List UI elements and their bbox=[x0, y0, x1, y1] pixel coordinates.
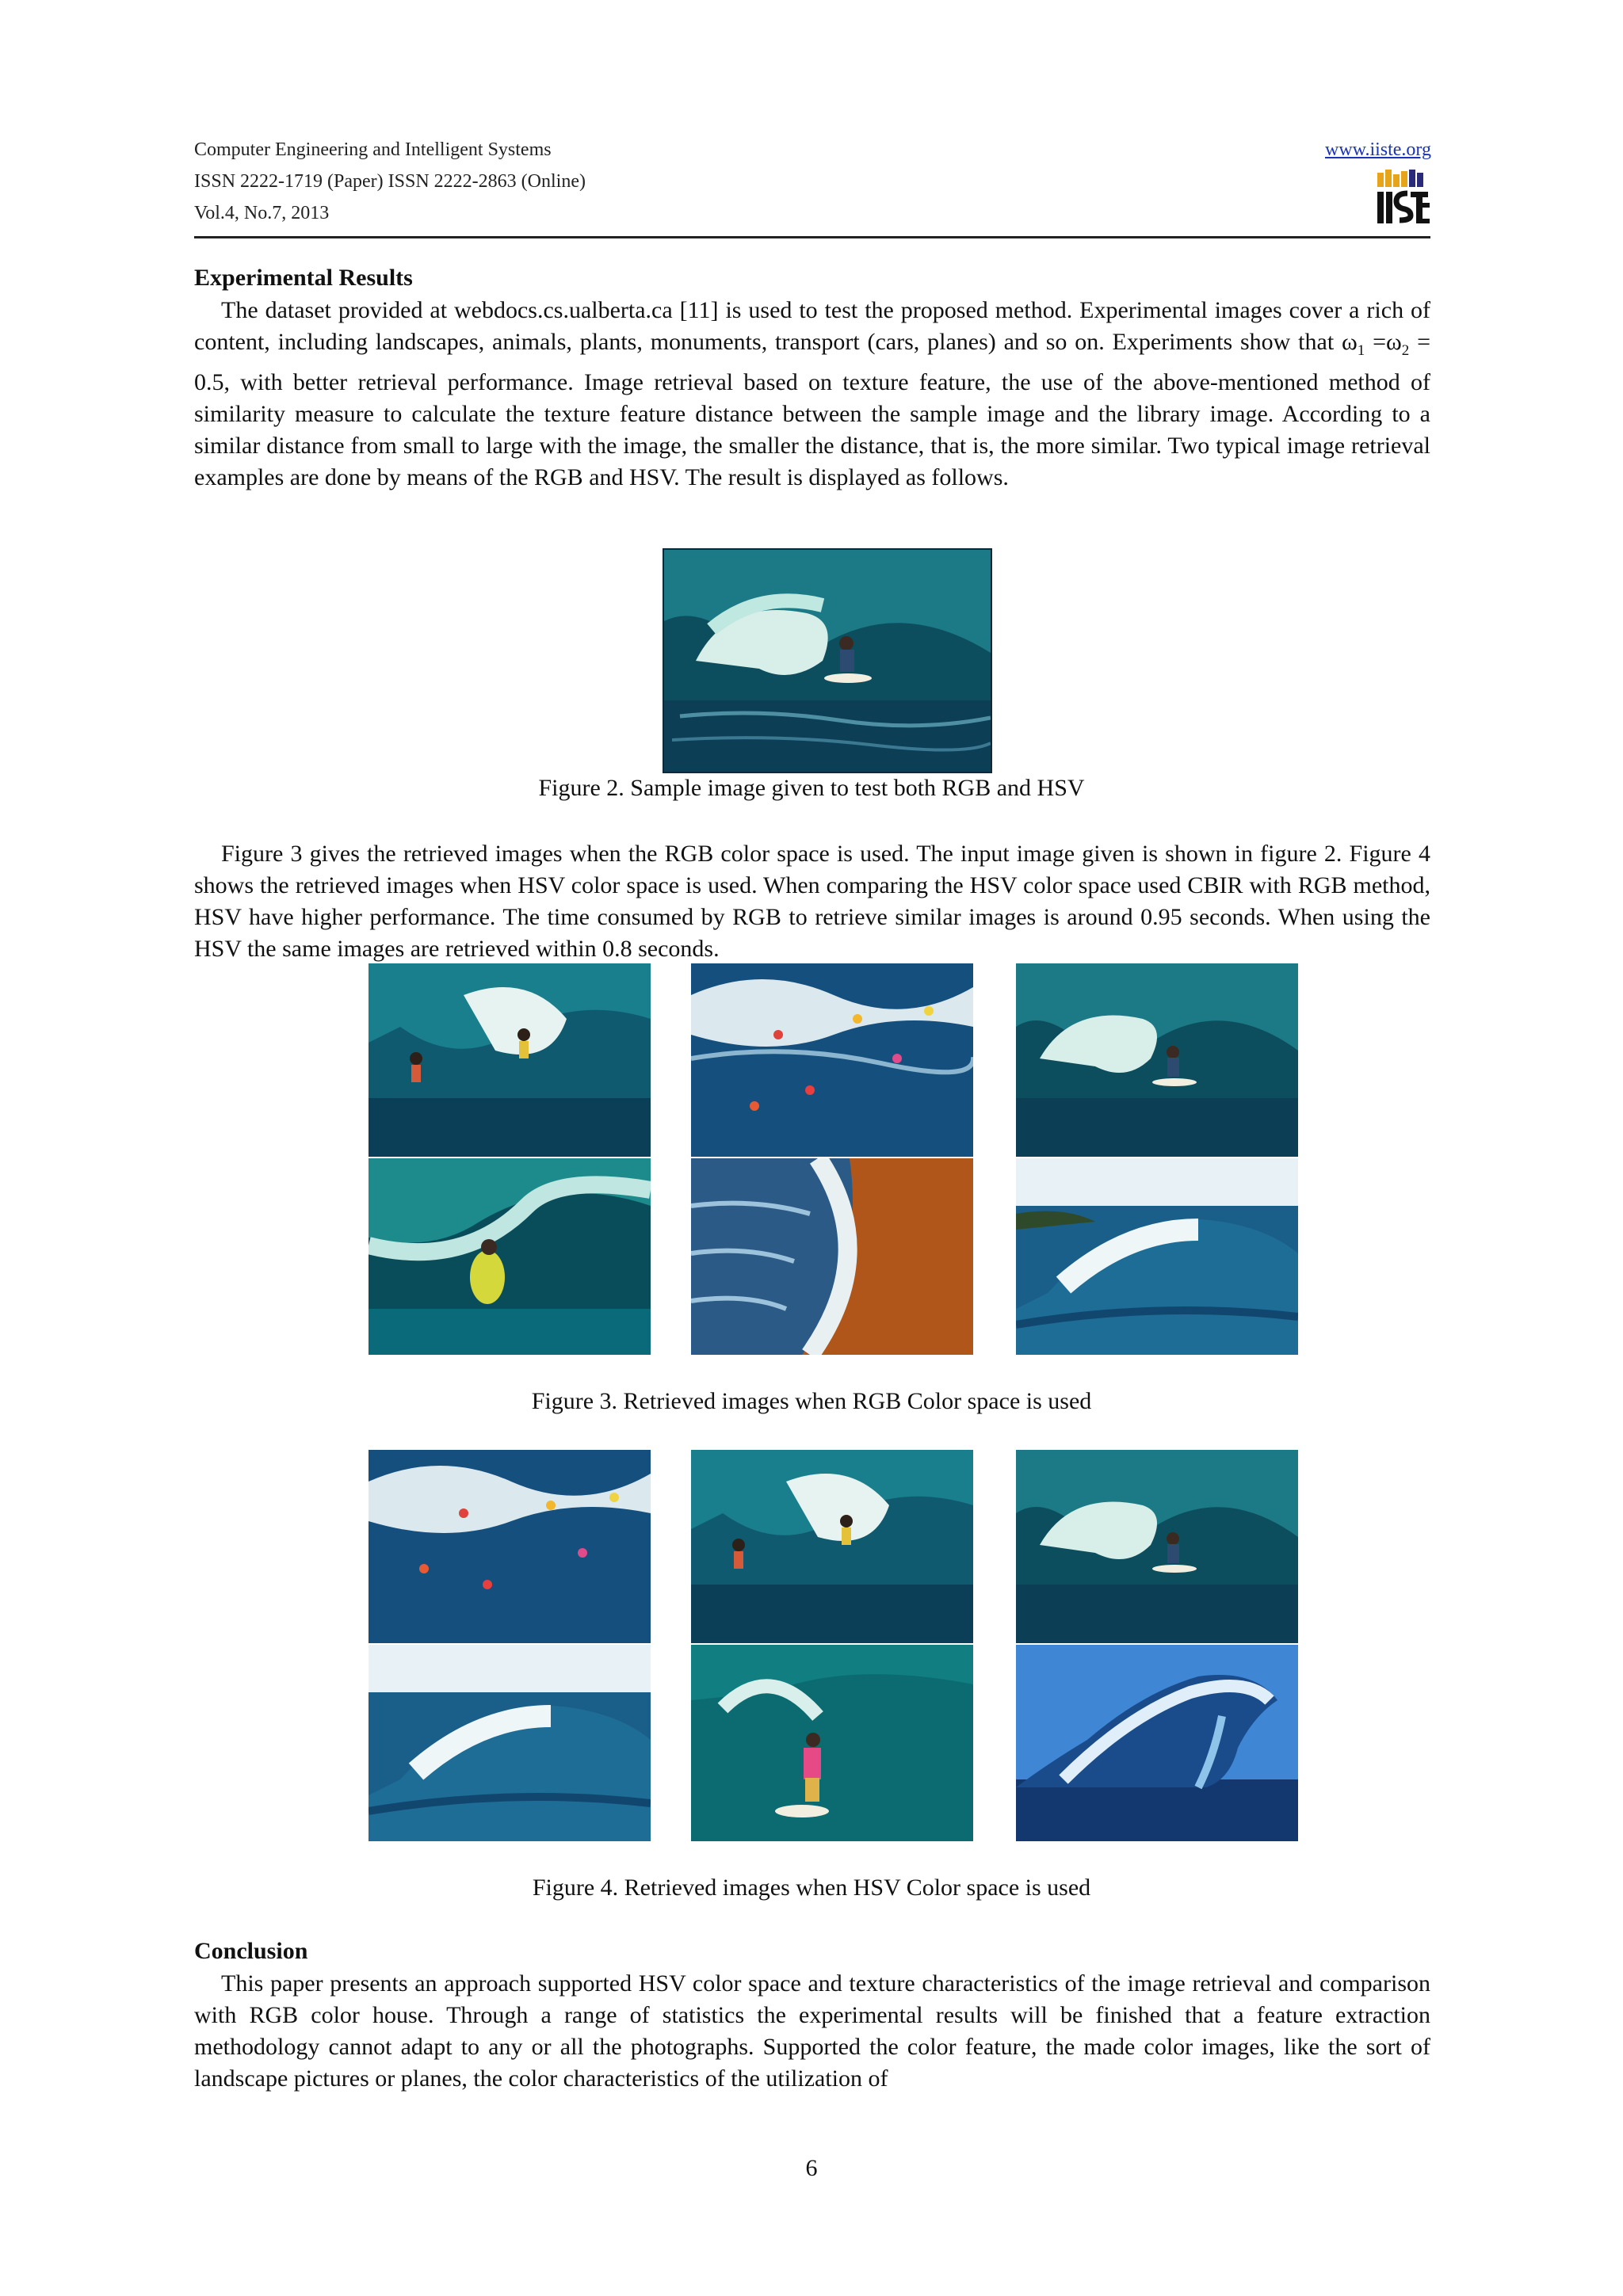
rgb-result-image bbox=[369, 1158, 651, 1355]
journal-url-link[interactable]: www.iiste.org bbox=[1325, 139, 1431, 160]
rgb-result-image bbox=[691, 1158, 973, 1355]
figure-4-caption: Figure 4. Retrieved images when HSV Color space is used bbox=[532, 1875, 1091, 1901]
rgb-result-image bbox=[691, 963, 973, 1157]
header-rule bbox=[194, 236, 1430, 238]
figure-2-sample-image bbox=[663, 548, 992, 773]
conclusion-heading: Conclusion bbox=[194, 1938, 308, 1964]
results-paragraph-2: Figure 3 gives the retrieved images when the RGB color space is used. The input image given is shown in figure 2. Figure 4 shows the retrieved images when HSV color space is used. When comparing the HSV color space used CBIR with RGB method, HSV have higher performance. The time consumed by RGB to retrieve similar images is around 0.95 seconds. When using the HSV the same images are retrieved within 0.8 seconds. bbox=[194, 841, 1430, 962]
journal-name: Computer Engineering and Intelligent Systems bbox=[194, 139, 552, 160]
hsv-result-image bbox=[1016, 1450, 1298, 1643]
hsv-result-image bbox=[369, 1450, 651, 1643]
hsv-result-image bbox=[691, 1645, 973, 1841]
rgb-result-image bbox=[1016, 963, 1298, 1157]
rgb-result-image bbox=[369, 963, 651, 1157]
figure-2-caption: Figure 2. Sample image given to test both RGB and HSV bbox=[538, 775, 1085, 801]
results-paragraph-1: The dataset provided at webdocs.cs.ualberta.ca [11] is used to test the proposed method. Experimental images cover a rich of content, including landscapes, animals, plants, monuments, transport (cars, planes) and so on. Experiments show that $\omega_1 =\omega_2 = 0.5$, with better retrieval performance. Image retrieval based on texture feature, the use of the above-mentioned method of similarity measure to calculate the texture feature distance between the sample image and the library image. According to a similar distance from small to large with the image, the smaller the distance, that is, the more similar. Two typical image retrieval examples are done by means of the RGB and HSV. The result is displayed as follows. bbox=[194, 297, 1430, 490]
volume-line: Vol.4, No.7, 2013 bbox=[194, 203, 330, 223]
hsv-result-image bbox=[691, 1450, 973, 1643]
results-heading: Experimental Results bbox=[194, 265, 413, 291]
hsv-result-image bbox=[1016, 1645, 1298, 1841]
page-number: 6 bbox=[805, 2155, 818, 2181]
conclusion-paragraph: This paper presents an approach supported HSV color space and texture characteristics of the image retrieval and comparison with RGB color house. Through a range of statistics the experimental results will be finished that a feature extraction methodology cannot adapt to any or all the photographs. Supported the color feature, the made color images, like the sort of landscape pictures or planes, the color characteristics of the utilization of bbox=[194, 1970, 1430, 2092]
issn-line: ISSN 2222-1719 (Paper) ISSN 2222-2863 (Online) bbox=[194, 171, 586, 192]
hsv-result-image bbox=[369, 1645, 651, 1841]
figure-3-caption: Figure 3. Retrieved images when RGB Color space is used bbox=[531, 1388, 1092, 1414]
iiste-logo bbox=[1376, 168, 1430, 227]
rgb-result-image bbox=[1016, 1158, 1298, 1355]
